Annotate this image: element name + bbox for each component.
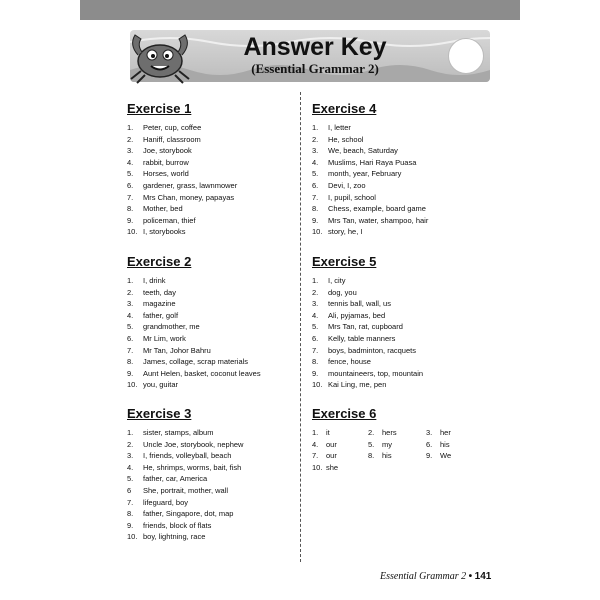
list-item <box>312 215 428 227</box>
item-text: Mrs Tan, water, shampoo, hair <box>328 215 429 225</box>
list-item <box>312 287 423 299</box>
item-number: 5. <box>312 322 319 332</box>
item-text: Horses, world <box>143 169 189 179</box>
item-text: We, beach, Saturday <box>328 146 398 156</box>
item-number: 10. <box>127 380 138 390</box>
item-number: 9. <box>312 215 319 225</box>
list-item <box>127 275 261 287</box>
page-footer <box>380 571 491 582</box>
item-text: Joe, storybook <box>143 146 192 156</box>
item-number: 2. <box>127 287 134 297</box>
list-item <box>127 203 237 215</box>
answer-list <box>312 275 423 391</box>
list-item <box>127 192 237 204</box>
item-text: his <box>440 439 450 449</box>
list-item <box>127 333 261 345</box>
grid-cell <box>312 439 368 451</box>
item-number: 5. <box>127 474 134 484</box>
item-number: 3. <box>127 146 134 156</box>
item-number: 2. <box>312 134 319 144</box>
item-number: 7. <box>312 345 319 355</box>
item-text: our <box>326 439 337 449</box>
item-text: her <box>440 428 451 437</box>
item-number: 10. <box>312 227 323 237</box>
exercise-title: Exercise 1 <box>127 101 192 116</box>
item-number: 10. <box>127 532 138 542</box>
item-number: 8. <box>127 509 134 519</box>
list-item <box>127 157 237 169</box>
list-item <box>127 168 237 180</box>
exercise-title: Exercise 3 <box>127 406 192 421</box>
item-text: Kelly, table manners <box>328 333 396 343</box>
grid-cell <box>312 427 368 439</box>
item-number: 1. <box>312 276 319 285</box>
item-number: 9. <box>426 451 433 461</box>
item-text: Peter, cup, coffee <box>143 123 202 132</box>
page-number: 141 <box>474 571 492 582</box>
list-item <box>127 226 237 238</box>
item-number: 6. <box>127 180 134 190</box>
item-number: 5. <box>127 169 134 179</box>
list-item <box>312 134 428 146</box>
item-text: teeth, day <box>143 287 176 297</box>
item-number: 3. <box>127 451 134 461</box>
item-text: his <box>382 451 392 461</box>
item-number: 7. <box>127 192 134 202</box>
item-number: 1. <box>127 123 134 132</box>
exercise-block <box>127 406 243 543</box>
answer-list <box>312 122 428 238</box>
footer-separator: • <box>468 571 473 582</box>
list-item <box>127 439 243 451</box>
list-item <box>312 157 428 169</box>
item-text: magazine <box>143 299 176 309</box>
item-number: 4. <box>312 439 319 449</box>
footer-book-title: Essential Grammar 2 <box>380 571 467 582</box>
item-text: Chess, example, board game <box>328 204 426 214</box>
item-number: 5. <box>368 439 375 449</box>
item-number: 4. <box>127 310 134 320</box>
list-item <box>127 473 243 485</box>
item-text: Mrs Chan, money, papayas <box>143 192 235 202</box>
item-number: 2. <box>312 287 319 297</box>
item-number: 8. <box>127 357 134 367</box>
item-number: 7. <box>312 192 319 202</box>
item-text: I, city <box>328 276 346 285</box>
item-number: 9. <box>312 368 319 378</box>
page-title: Answer Key <box>243 33 387 61</box>
moon-icon <box>448 38 484 74</box>
item-number: 2. <box>127 439 134 449</box>
grid-cell <box>368 450 426 462</box>
item-number: 3. <box>426 428 433 437</box>
item-text: James, collage, scrap materials <box>143 357 249 367</box>
item-text: it <box>326 428 330 437</box>
exercise-block <box>312 101 428 238</box>
item-number: 3. <box>312 299 319 309</box>
list-item <box>312 356 423 368</box>
item-text: father, car, America <box>143 474 208 484</box>
item-number: 9. <box>127 215 134 225</box>
list-item <box>312 345 423 357</box>
item-number: 6. <box>312 180 319 190</box>
item-text: Ali, pyjamas, bed <box>328 310 386 320</box>
item-text: Aunt Helen, basket, coconut leaves <box>143 368 261 378</box>
item-text: Muslims, Hari Raya Puasa <box>328 157 417 167</box>
list-item <box>312 379 423 391</box>
crab-mascot-icon <box>125 25 195 85</box>
answer-list <box>127 275 261 391</box>
item-number: 5. <box>127 322 134 332</box>
grid-cell <box>368 427 426 439</box>
item-text: Haniff, classroom <box>143 134 201 144</box>
list-item <box>127 215 237 227</box>
item-number: 6. <box>312 333 319 343</box>
item-text: friends, block of flats <box>143 520 212 530</box>
list-item <box>127 462 243 474</box>
item-text: our <box>326 451 337 461</box>
item-text: you, guitar <box>143 380 179 390</box>
item-number: 9. <box>127 368 134 378</box>
list-item <box>312 321 423 333</box>
item-text: I, friends, volleyball, beach <box>143 451 232 461</box>
grid-cell <box>426 450 466 462</box>
item-number: 1. <box>312 428 319 437</box>
item-text: my <box>382 439 392 449</box>
item-number: 2. <box>368 428 375 437</box>
item-text: I, storybooks <box>143 227 186 237</box>
list-item <box>127 520 243 532</box>
header-title-block <box>230 33 400 77</box>
list-item <box>127 287 261 299</box>
item-text: tennis ball, wall, us <box>328 299 391 309</box>
list-item <box>312 310 423 322</box>
grid-cell <box>426 439 466 451</box>
item-text: Mrs Tan, rat, cupboard <box>328 322 403 332</box>
item-text: mountaineers, top, mountain <box>328 368 424 378</box>
list-item <box>127 122 237 134</box>
list-item <box>312 145 428 157</box>
item-text: dog, you <box>328 287 357 297</box>
item-number: 7. <box>127 345 134 355</box>
item-text: I, drink <box>143 276 166 285</box>
list-item <box>127 450 243 462</box>
item-text: Mr Tan, Johor Bahru <box>143 345 211 355</box>
item-number: 4. <box>127 462 134 472</box>
item-text: hers <box>382 428 397 437</box>
item-number: 9. <box>127 520 134 530</box>
item-number: 8. <box>312 357 319 367</box>
list-item <box>127 508 243 520</box>
grid-cell <box>368 439 426 451</box>
list-item <box>127 368 261 380</box>
list-item <box>127 356 261 368</box>
item-text: boy, lightning, race <box>143 532 206 542</box>
list-item <box>127 180 237 192</box>
grid-cell <box>312 462 368 474</box>
exercise-title: Exercise 6 <box>312 406 377 421</box>
list-item <box>127 298 261 310</box>
page-subtitle: (Essential Grammar 2) <box>251 61 379 76</box>
list-item <box>312 122 428 134</box>
list-item <box>312 180 428 192</box>
exercise-title: Exercise 4 <box>312 101 377 116</box>
item-number: 4. <box>312 310 319 320</box>
item-text: He, shrimps, worms, bait, fish <box>143 462 242 472</box>
item-number: 8. <box>312 204 319 214</box>
list-item <box>312 275 423 287</box>
item-text: Devi, I, zoo <box>328 180 366 190</box>
exercise-block <box>312 254 423 391</box>
item-number: 4. <box>312 157 319 167</box>
list-item <box>127 497 243 509</box>
list-item <box>127 321 261 333</box>
item-text: lifeguard, boy <box>143 497 189 507</box>
list-item <box>127 531 243 543</box>
item-text: grandmother, me <box>143 322 200 332</box>
item-text: Mr Lim, work <box>143 333 186 343</box>
item-text: story, he, I <box>328 227 363 237</box>
item-number: 10. <box>312 380 323 390</box>
item-text: fence, house <box>328 357 371 367</box>
list-item <box>127 345 261 357</box>
list-item <box>312 226 428 238</box>
item-text: sister, stamps, album <box>143 428 214 437</box>
grid-cell <box>312 450 368 462</box>
item-number: 4. <box>127 157 134 167</box>
item-text: father, golf <box>143 310 179 320</box>
list-item <box>127 427 243 439</box>
item-text: I, pupil, school <box>328 192 376 202</box>
list-item <box>127 134 237 146</box>
item-text: father, Singapore, dot, map <box>143 509 234 519</box>
item-text: gardener, grass, lawnmower <box>143 180 238 190</box>
item-number: 1. <box>127 428 134 437</box>
item-text: rabbit, burrow <box>143 157 189 167</box>
item-text: policeman, thief <box>143 215 196 225</box>
item-text: Uncle Joe, storybook, nephew <box>143 439 244 449</box>
item-number: 5. <box>312 169 319 179</box>
top-bar <box>80 0 520 20</box>
exercise-block <box>127 254 261 391</box>
item-number: 2. <box>127 134 134 144</box>
grid-cell <box>426 427 466 439</box>
item-number: 1. <box>312 123 319 132</box>
list-item <box>312 168 428 180</box>
item-text: month, year, February <box>328 169 402 179</box>
item-number: 7. <box>127 497 134 507</box>
item-number: 3. <box>312 146 319 156</box>
item-text: boys, badminton, racquets <box>328 345 416 355</box>
item-text: She, portrait, mother, wall <box>143 485 229 495</box>
item-number: 1. <box>127 276 134 285</box>
answer-list <box>127 427 243 543</box>
exercise-title: Exercise 2 <box>127 254 192 269</box>
item-number: 6 <box>127 485 132 495</box>
answer-grid <box>312 427 466 473</box>
list-item <box>312 368 423 380</box>
item-text: Kai Ling, me, pen <box>328 380 387 390</box>
exercise-block <box>127 101 237 238</box>
item-text: We <box>440 451 452 461</box>
item-text: I, letter <box>328 123 351 132</box>
list-item <box>127 310 261 322</box>
list-item <box>312 298 423 310</box>
list-item <box>127 379 261 391</box>
item-number: 6. <box>127 333 134 343</box>
list-item <box>127 145 237 157</box>
item-number: 10. <box>127 227 138 237</box>
item-number: 10. <box>312 462 323 472</box>
item-number: 8. <box>127 204 134 214</box>
list-item <box>312 192 428 204</box>
exercise-title: Exercise 5 <box>312 254 377 269</box>
list-item <box>312 333 423 345</box>
item-number: 8. <box>368 451 375 461</box>
item-text: He, school <box>328 134 364 144</box>
list-item <box>312 203 428 215</box>
item-text: she <box>326 462 339 472</box>
exercise-block <box>312 406 466 473</box>
item-number: 7. <box>312 451 319 461</box>
column-divider <box>300 92 301 562</box>
item-number: 6. <box>426 439 433 449</box>
answer-list <box>127 122 237 238</box>
list-item <box>127 485 243 497</box>
item-number: 3. <box>127 299 134 309</box>
item-text: Mother, bed <box>143 204 183 214</box>
